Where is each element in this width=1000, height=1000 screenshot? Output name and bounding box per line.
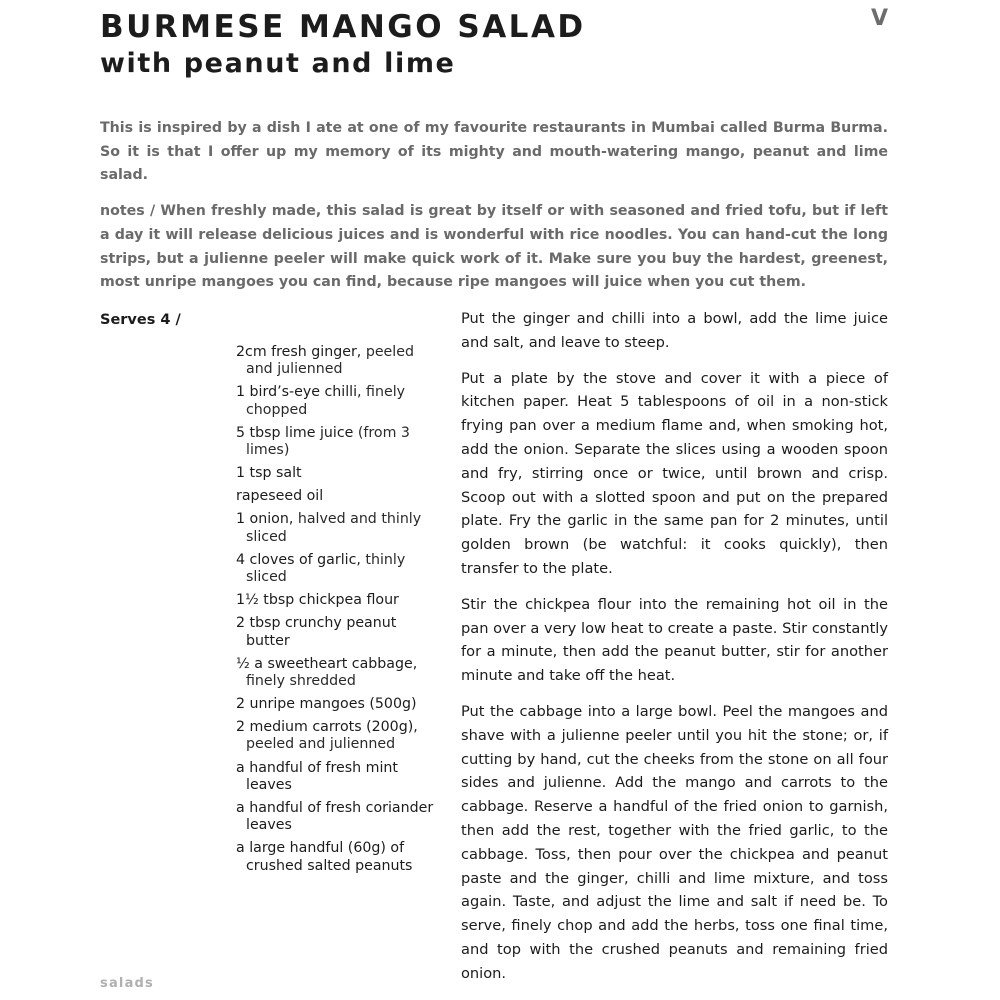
ingredient-note: (from 3 limes) [246, 424, 410, 459]
method-step: Put the cabbage into a large bowl. Peel the mangoes and shave with a julienne peeler until you hit the stone; or, if cutting by hand, cut the cheeks from the stone on all four sides and julienne. Add the mango and carrots to the cabbage. Reserve a handful of the fried onion to garnish, then add the rest, together with the fried garlic, to the cabbage. Toss, then pour over the chickpea and peanut paste and the ginger, chilli and lime mixture, and toss again. Taste, and adjust the lime and salt if need be. To serve, finely chop and add the herbs, toss one final time, and top with the crushed peanuts and remaining fried onion. [461, 702, 888, 982]
ingredient-name: 5 tbsp lime juice [236, 424, 354, 441]
intro-block [100, 117, 888, 307]
recipe-title: BURMESE MANGO SALAD [100, 9, 586, 45]
ingredient-name: 1 bird’s-eye chilli, [236, 384, 362, 401]
ingredient-item [236, 511, 441, 546]
ingredient-name: a handful of fresh mint leaves [236, 759, 398, 793]
ingredient-item [236, 696, 441, 713]
ingredient-note: peeled and julienned [246, 736, 396, 753]
ingredient-name: 4 cloves of garlic, [236, 551, 361, 568]
ingredient-item [236, 425, 441, 460]
ingredient-item [236, 656, 441, 691]
ingredient-item [236, 760, 441, 795]
ingredient-item [236, 800, 441, 835]
ingredient-item [236, 615, 441, 650]
ingredient-name: 1½ tbsp chickpea flour [236, 592, 399, 609]
recipe-subtitle: with peanut and lime [100, 48, 456, 79]
ingredient-name: 2cm fresh ginger, [236, 344, 362, 360]
serves-label: Serves 4 / [100, 312, 181, 328]
ingredient-name: a handful of fresh coriander leaves [236, 799, 434, 834]
ingredient-name: rapeseed oil [236, 488, 324, 505]
method-column [461, 307, 888, 998]
ingredient-name: 1 tsp salt [236, 465, 302, 482]
ingredient-name: 2 medium carrots (200g), [236, 719, 418, 736]
chapter-footer: salads [100, 976, 154, 991]
method-step: Stir the chickpea flour into the remaining hot oil in the pan over a very low heat to create a paste. Stir constantly for a minute, then add the peanut butter, stir for another minute and take off the heat. [461, 595, 888, 685]
ingredient-note: halved and thinly sliced [246, 511, 422, 545]
ingredient-item [236, 344, 441, 379]
ingredient-item [236, 719, 441, 754]
ingredient-list [236, 344, 441, 881]
section-marker: V [870, 6, 888, 31]
method-step: Put a plate by the stove and cover it with a piece of kitchen paper. Heat 5 tablespoons of oil in a non-stick frying pan over a medium flame and, when smoking hot, add the onion. Separate the slices using a wooden spoon and fry, stirring once or twice, until brown and crisp. Scoop out with a slotted spoon and put on the prepared plate. Fry the garlic in the same pan for 2 minutes, until golden brown (be watchful: it cooks quickly), then transfer to the plate. [461, 369, 888, 577]
ingredient-note: thinly sliced [246, 551, 406, 586]
ingredient-item [236, 488, 441, 505]
method-step: Put the ginger and chilli into a bowl, add the lime juice and salt, and leave to steep. [461, 310, 888, 351]
intro-paragraph: This is inspired by a dish I ate at one of my favourite restaurants in Mumbai called Burma Burma. So it is that I offer up my memory of its mighty and mouth-watering mango, peanut and lime salad. [100, 120, 888, 184]
ingredient-note: finely chopped [246, 384, 406, 418]
ingredient-name: ½ a sweetheart cabbage, [236, 655, 418, 672]
ingredient-item [236, 840, 441, 875]
ingredient-item [236, 465, 441, 482]
ingredient-item [236, 384, 441, 419]
ingredient-note: peeled and julienned [246, 344, 414, 378]
ingredient-name: 2 tbsp crunchy peanut butter [236, 615, 397, 649]
ingredient-note: finely shredded [246, 672, 356, 689]
ingredient-name: a large handful (60g) of crushed salted peanuts [236, 840, 413, 874]
ingredient-item [236, 552, 441, 587]
ingredient-item [236, 592, 441, 609]
ingredient-name: 2 unripe mangoes (500g) [236, 696, 417, 713]
notes-paragraph: notes / When freshly made, this salad is great by itself or with seasoned and fried tofu, but if left a day it will release delicious juices and is wonderful with rice noodles. You can hand-cut the long strips, but a julienne peeler will make quick work of it. Make sure you buy the hardest, greenest, most unripe mangoes you can find, because ripe mangoes will juice when you cut them. [100, 203, 888, 291]
ingredient-name: 1 onion, [236, 511, 294, 528]
